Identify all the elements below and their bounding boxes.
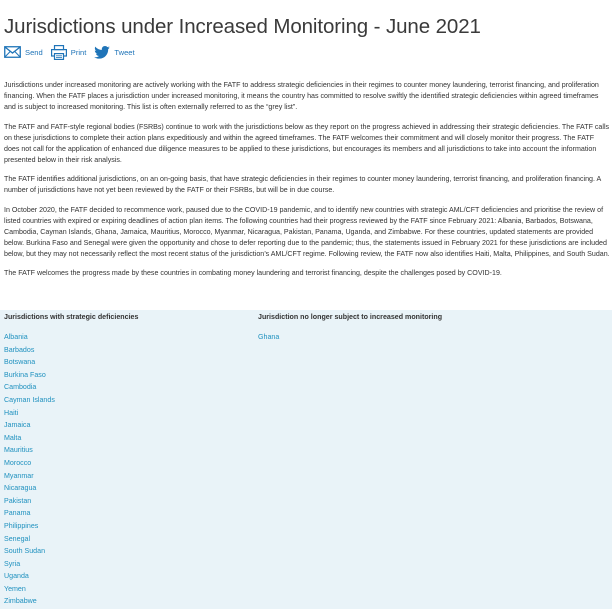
jurisdiction-link[interactable]: Nicaragua xyxy=(4,484,37,493)
send-label: Send xyxy=(25,47,43,57)
paragraph: The FATF identifies additional jurisdictions, on an on-going basis, that have strategic deficiencies in their regimes to counter money laundering, terrorist financing, and proliferation financing. A number of jurisdictions have not yet been reviewed by the FATF or their FSRBs, but will be in due course. xyxy=(4,175,601,194)
jurisdiction-link[interactable]: Yemen xyxy=(4,584,26,593)
jurisdiction-link[interactable]: Mauritius xyxy=(4,446,33,455)
intro-text xyxy=(4,80,610,288)
jurisdiction-link[interactable]: Jamaica xyxy=(4,421,31,430)
jurisdictions-table xyxy=(0,310,612,609)
send-button[interactable] xyxy=(4,46,43,58)
jurisdiction-link[interactable]: Haiti xyxy=(4,408,19,417)
jurisdiction-link[interactable]: Syria xyxy=(4,559,21,568)
share-bar xyxy=(4,44,143,60)
jurisdiction-link[interactable]: Panama xyxy=(4,509,31,518)
jurisdiction-link[interactable]: Ghana xyxy=(258,333,280,341)
tweet-button[interactable] xyxy=(94,46,134,59)
tweet-label: Tweet xyxy=(114,47,135,57)
jurisdiction-link[interactable]: Malta xyxy=(4,433,22,442)
column-header: Jurisdiction no longer subject to increased monitoring xyxy=(258,313,443,321)
column-header: Jurisdictions with strategic deficiencies xyxy=(4,313,139,321)
jurisdiction-link[interactable]: Pakistan xyxy=(4,496,32,505)
no-longer-monitored-column xyxy=(258,310,442,344)
paragraph: The FATF welcomes the progress made by these countries in combating money laundering and terrorist financing, despite the challenges posed by COVID-19. xyxy=(4,269,502,277)
paragraph: Jurisdictions under increased monitoring are actively working with the FATF to address strategic deficiencies in their regimes to counter money laundering, terrorist financing, and proliferation financing. When the FATF places a jurisdiction under increased monitoring, it means the country has committed to resolve swiftly the identified strategic deficiencies within agreed timeframes and is subject to increased monitoring. This list is often externally referred to as the “grey list”. xyxy=(4,81,599,111)
paragraph: The FATF and FATF-style regional bodies (FSRBs) continue to work with the jurisdictions below as they report on the progress achieved in addressing their strategic deficiencies. The FATF calls on these jurisdictions to complete their action plans expeditiously and within the agreed timeframes. The FATF welcomes their commitment and will closely monitor their progress. The FATF does not call for the application of enhanced due diligence measures to be applied to these jurisdictions, but encourages its members and all jurisdictions to take into account the information presented below in their risk analysis. xyxy=(4,122,610,164)
twitter-bird-icon xyxy=(94,46,110,59)
strategic-deficiencies-column xyxy=(4,310,138,608)
jurisdiction-link[interactable]: Philippines xyxy=(4,521,39,530)
paragraph: In October 2020, the FATF decided to recommence work, paused due to the COVID-19 pandemic, and to identify new countries with strategic AML/CFT deficiencies and prioritise the review of listed countries with expired or expiring deadlines of action plan items. The following countries had their progress reviewed by the FATF since February 2021: Albania, Barbados, Botswana, Cambodia, Cayman Islands, Ghana, Jamaica, Mauritius, Morocco, Myanmar, Nicaragua, Pakistan, Panama, Uganda, and Zimbabwe. For these countries, updated statements are provided below. Burkina Faso and Senegal were given the opportunity and chose to defer reporting due to the pandemic; thus, the statements issued in February 2021 for these jurisdictions are included below, but they may not necessarily reflect the most recent status of the jurisdiction’s AML/CFT regime. Following review, the FATF now also identifies Haiti, Malta, Philippines, and South Sudan. xyxy=(4,205,610,258)
jurisdiction-link[interactable]: Botswana xyxy=(4,358,36,367)
jurisdiction-link[interactable]: Albania xyxy=(4,333,28,341)
jurisdiction-link[interactable]: Burkina Faso xyxy=(4,370,46,379)
jurisdiction-link[interactable]: Morocco xyxy=(4,458,32,467)
jurisdiction-link[interactable]: Cayman Islands xyxy=(4,395,55,404)
jurisdiction-link[interactable]: Zimbabwe xyxy=(4,597,37,606)
print-label: Print xyxy=(70,47,87,57)
print-button[interactable] xyxy=(51,45,87,60)
jurisdiction-link[interactable]: Barbados xyxy=(4,345,35,354)
printer-icon xyxy=(51,45,67,60)
jurisdiction-list xyxy=(258,331,442,344)
jurisdiction-link[interactable]: Uganda xyxy=(4,572,29,581)
envelope-icon xyxy=(4,46,21,58)
jurisdiction-list xyxy=(4,331,138,608)
jurisdiction-link[interactable]: Cambodia xyxy=(4,383,37,392)
jurisdiction-link[interactable]: South Sudan xyxy=(4,547,46,556)
jurisdiction-link[interactable]: Senegal xyxy=(4,534,31,543)
jurisdiction-link[interactable]: Myanmar xyxy=(4,471,34,480)
page-title: Jurisdictions under Increased Monitoring - June 2021 xyxy=(4,14,481,38)
